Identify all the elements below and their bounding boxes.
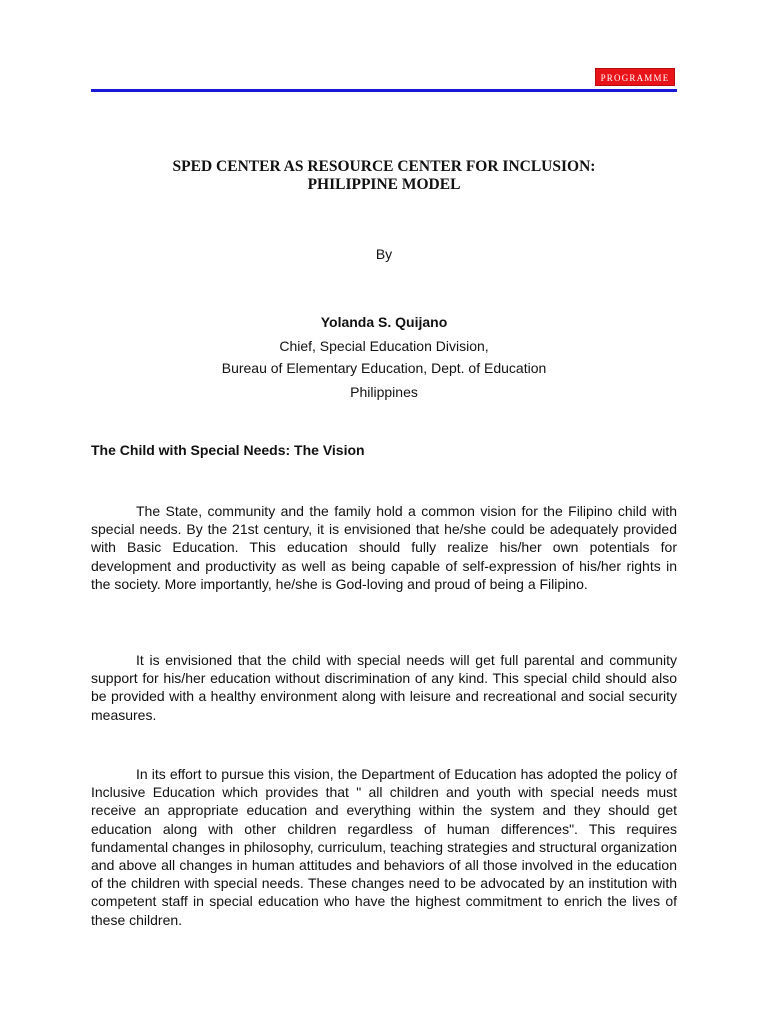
- header-rule: [91, 89, 677, 92]
- programme-badge: PROGRAMME: [595, 68, 675, 86]
- body-paragraph-1: The State, community and the family hold a common vision for the Filipino child with special needs. By the 21st century, it is envisioned that he/she could be adequately provided with Basic Education. This education should fully realize his/her own potentials for development and productivity as well as being capable of self-expression of his/her rights in the society. More importantly, he/she is God-loving and proud of being a Filipino.: [91, 503, 677, 592]
- byline: By: [375, 246, 393, 262]
- document-title: [91, 158, 677, 194]
- section-heading: The Child with Special Needs: The Vision: [91, 442, 365, 458]
- title-line-2: PHILIPPINE MODEL: [307, 176, 461, 193]
- author-affiliation-line-2: Bureau of Elementary Education, Dept. of Education: [221, 360, 547, 376]
- author-affiliation-line-3: Philippines: [350, 384, 418, 400]
- body-paragraph-3: In its effort to pursue this vision, the Department of Education has adopted the policy of Inclusive Education which provides that " all children and youth with special needs must receive an appropriate education and everything within the system and they should get education along with other children regardless of human differences". This requires fundamental changes in philosophy, curriculum, teaching strategies and structural organization and above all changes in human attitudes and behaviors of all those involved in the education of the children with special needs. These changes need to be advocated by an institution with competent staff in special education who have the highest commitment to enrich the lives of these children.: [91, 766, 677, 928]
- author-name: Yolanda S. Quijano: [320, 314, 448, 330]
- title-line-1: SPED CENTER AS RESOURCE CENTER FOR INCLUSION:: [172, 158, 596, 175]
- author-affiliation-line-1: Chief, Special Education Division,: [279, 338, 489, 354]
- body-paragraph-2: It is envisioned that the child with special needs will get full parental and community support for his/her education without discrimination of any kind. This special child should also be provided with a healthy environment along with leisure and recreational and social security measures.: [91, 652, 677, 723]
